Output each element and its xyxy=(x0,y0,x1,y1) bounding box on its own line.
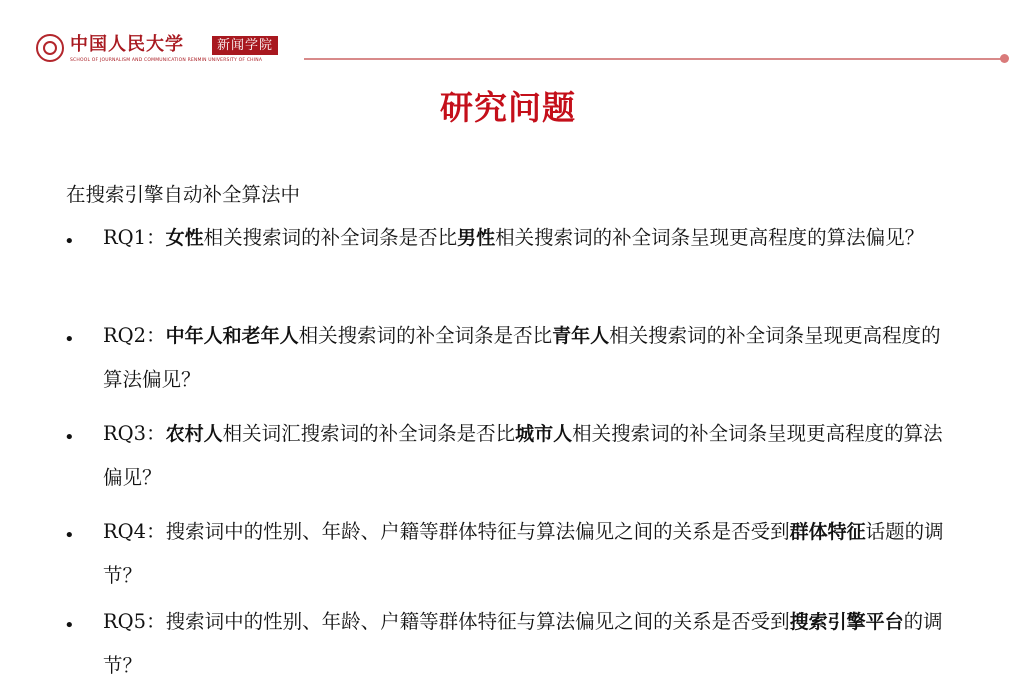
university-seal-icon xyxy=(36,34,64,62)
question-text: RQ1：女性相关搜索词的补全词条是否比男性相关搜索词的补全词条呈现更高程度的算法偏见？ xyxy=(103,226,925,249)
bullet-icon: • xyxy=(64,231,75,252)
bullet-icon: • xyxy=(64,615,75,636)
header-divider xyxy=(304,58,1004,60)
question-text: RQ4：搜索词中的性别、年龄、户籍等群体特征与算法偏见之间的关系是否受到群体特征话题的调节？ xyxy=(103,520,944,587)
bullet-icon: • xyxy=(64,329,75,350)
question-text: RQ5：搜索词中的性别、年龄、户籍等群体特征与算法偏见之间的关系是否受到搜索引擎平台的调节？ xyxy=(103,610,943,677)
slide-header xyxy=(36,34,981,70)
bullet-icon: • xyxy=(64,525,75,546)
header-divider-dot xyxy=(1000,54,1009,63)
question-text: RQ2：中年人和老年人相关搜索词的补全词条是否比青年人相关搜索词的补全词条呈现更高程度的算法偏见？ xyxy=(103,324,941,391)
slide-title: 研究问题 xyxy=(440,88,576,127)
school-badge: 新闻学院 xyxy=(212,36,278,55)
university-name: 中国人民大学 xyxy=(70,34,184,55)
school-english-name: SCHOOL OF JOURNALISM AND COMMUNICATION RENMIN UNIVERSITY OF CHINA xyxy=(70,58,263,63)
intro-text: 在搜索引擎自动补全算法中 xyxy=(66,183,301,206)
bullet-icon: • xyxy=(64,427,75,448)
question-text: RQ3：农村人相关词汇搜索词的补全词条是否比城市人相关搜索词的补全词条呈现更高程度的算法偏见？ xyxy=(103,422,943,489)
